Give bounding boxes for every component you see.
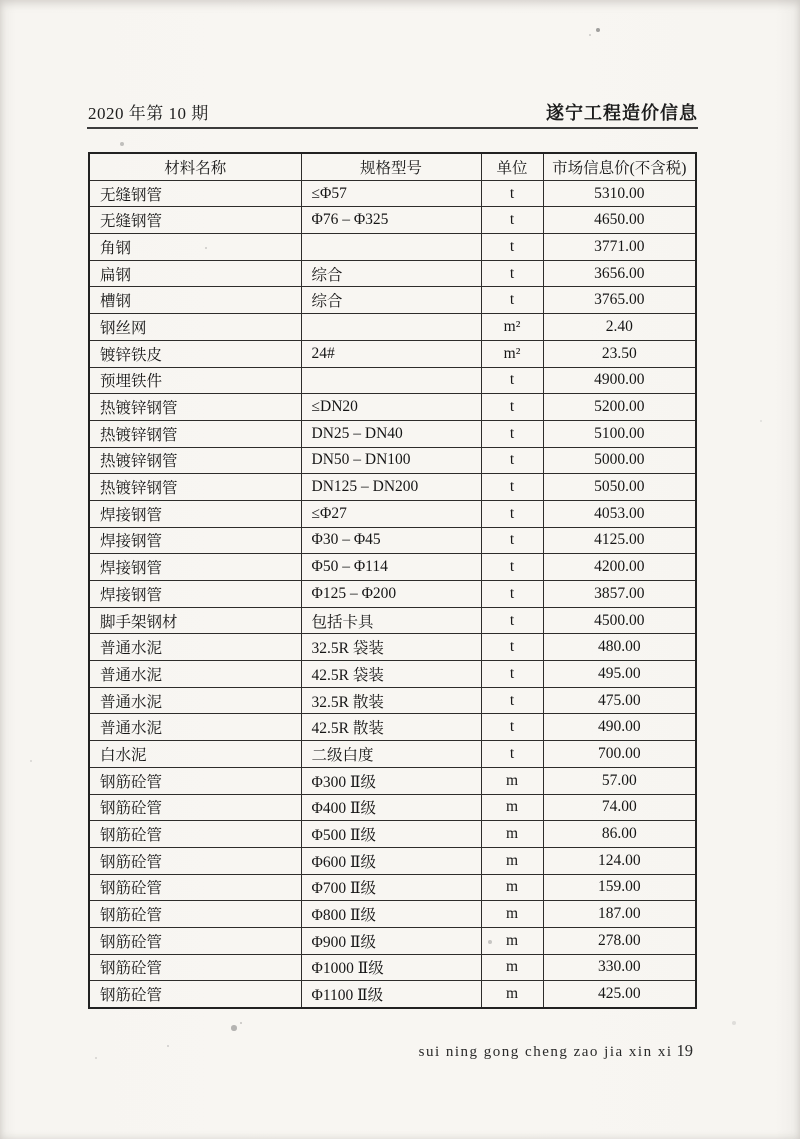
cell-unit: m <box>481 794 543 821</box>
cell-unit: m² <box>481 314 543 341</box>
column-header-unit: 单位 <box>481 153 543 180</box>
cell-unit: m <box>481 927 543 954</box>
cell-spec-model: 包括卡具 <box>301 607 481 634</box>
cell-market-price: 330.00 <box>543 954 696 981</box>
cell-spec-model: 32.5R 袋装 <box>301 634 481 661</box>
cell-market-price: 74.00 <box>543 794 696 821</box>
cell-unit: t <box>481 287 543 314</box>
cell-market-price: 4200.00 <box>543 554 696 581</box>
table-row <box>89 767 696 794</box>
cell-material-name: 普通水泥 <box>89 661 301 688</box>
table-row <box>89 180 696 207</box>
cell-material-name: 普通水泥 <box>89 714 301 741</box>
cell-material-name: 焊接钢管 <box>89 554 301 581</box>
cell-unit: t <box>481 447 543 474</box>
table-row <box>89 420 696 447</box>
table-row <box>89 234 696 261</box>
cell-unit: m² <box>481 340 543 367</box>
cell-material-name: 钢筋砼管 <box>89 874 301 901</box>
cell-unit: t <box>481 581 543 608</box>
table-row <box>89 927 696 954</box>
table-row <box>89 527 696 554</box>
cell-unit: t <box>481 367 543 394</box>
table-row <box>89 794 696 821</box>
cell-market-price: 3656.00 <box>543 260 696 287</box>
cell-unit: t <box>481 714 543 741</box>
cell-market-price: 5200.00 <box>543 394 696 421</box>
table-row <box>89 981 696 1008</box>
table-row <box>89 260 696 287</box>
cell-material-name: 钢筋砼管 <box>89 981 301 1008</box>
cell-market-price: 5310.00 <box>543 180 696 207</box>
cell-unit: t <box>481 607 543 634</box>
cell-spec-model: 42.5R 散装 <box>301 714 481 741</box>
cell-material-name: 钢筋砼管 <box>89 901 301 928</box>
cell-market-price: 425.00 <box>543 981 696 1008</box>
table-row <box>89 554 696 581</box>
cell-unit: t <box>481 741 543 768</box>
cell-material-name: 钢筋砼管 <box>89 927 301 954</box>
cell-unit: t <box>481 634 543 661</box>
table-row <box>89 607 696 634</box>
table-header <box>89 153 696 180</box>
cell-material-name: 钢筋砼管 <box>89 794 301 821</box>
materials-price-table <box>88 152 697 1009</box>
cell-unit: t <box>481 394 543 421</box>
header-rule <box>87 127 698 129</box>
cell-market-price: 4500.00 <box>543 607 696 634</box>
table-row <box>89 581 696 608</box>
cell-unit: t <box>481 234 543 261</box>
cell-market-price: 57.00 <box>543 767 696 794</box>
table-row <box>89 847 696 874</box>
footer-text: sui ning gong cheng zao jia xin xi <box>418 1044 673 1060</box>
cell-market-price: 23.50 <box>543 340 696 367</box>
cell-spec-model <box>301 314 481 341</box>
cell-material-name: 脚手架钢材 <box>89 607 301 634</box>
cell-unit: m <box>481 954 543 981</box>
cell-unit: m <box>481 874 543 901</box>
cell-spec-model: Φ125 – Φ200 <box>301 581 481 608</box>
cell-market-price: 480.00 <box>543 634 696 661</box>
table-row <box>89 447 696 474</box>
cell-material-name: 白水泥 <box>89 741 301 768</box>
cell-spec-model: Φ400 Ⅱ级 <box>301 794 481 821</box>
cell-material-name: 角钢 <box>89 234 301 261</box>
cell-unit: m <box>481 847 543 874</box>
cell-market-price: 4053.00 <box>543 500 696 527</box>
cell-spec-model <box>301 234 481 261</box>
table-row <box>89 474 696 501</box>
cell-spec-model: Φ300 Ⅱ级 <box>301 767 481 794</box>
cell-spec-model: Φ76 – Φ325 <box>301 207 481 234</box>
cell-market-price: 495.00 <box>543 661 696 688</box>
cell-unit: m <box>481 767 543 794</box>
cell-market-price: 3765.00 <box>543 287 696 314</box>
cell-material-name: 钢筋砼管 <box>89 767 301 794</box>
cell-unit: t <box>481 180 543 207</box>
cell-market-price: 5100.00 <box>543 420 696 447</box>
cell-spec-model: Φ700 Ⅱ级 <box>301 874 481 901</box>
cell-spec-model: 42.5R 袋装 <box>301 661 481 688</box>
cell-market-price: 4900.00 <box>543 367 696 394</box>
cell-spec-model: Φ800 Ⅱ级 <box>301 901 481 928</box>
cell-market-price: 5050.00 <box>543 474 696 501</box>
table-row <box>89 714 696 741</box>
cell-market-price: 700.00 <box>543 741 696 768</box>
cell-material-name: 普通水泥 <box>89 634 301 661</box>
cell-spec-model: ≤Φ57 <box>301 180 481 207</box>
cell-material-name: 热镀锌钢管 <box>89 394 301 421</box>
cell-material-name: 热镀锌钢管 <box>89 420 301 447</box>
page-footer <box>419 1041 693 1061</box>
cell-material-name: 槽钢 <box>89 287 301 314</box>
cell-material-name: 钢筋砼管 <box>89 954 301 981</box>
cell-market-price: 187.00 <box>543 901 696 928</box>
cell-unit: m <box>481 821 543 848</box>
table-row <box>89 954 696 981</box>
cell-material-name: 预埋铁件 <box>89 367 301 394</box>
cell-unit: t <box>481 207 543 234</box>
table-row <box>89 207 696 234</box>
table-row <box>89 287 696 314</box>
cell-market-price: 86.00 <box>543 821 696 848</box>
cell-spec-model: Φ1000 Ⅱ级 <box>301 954 481 981</box>
table-row <box>89 741 696 768</box>
cell-market-price: 278.00 <box>543 927 696 954</box>
cell-market-price: 159.00 <box>543 874 696 901</box>
table-header-row <box>89 153 696 180</box>
cell-material-name: 钢筋砼管 <box>89 847 301 874</box>
cell-spec-model: DN25 – DN40 <box>301 420 481 447</box>
cell-unit: t <box>481 687 543 714</box>
cell-spec-model: 32.5R 散装 <box>301 687 481 714</box>
cell-material-name: 钢筋砼管 <box>89 821 301 848</box>
cell-material-name: 扁钢 <box>89 260 301 287</box>
cell-market-price: 5000.00 <box>543 447 696 474</box>
table-row <box>89 661 696 688</box>
cell-market-price: 2.40 <box>543 314 696 341</box>
table-row <box>89 874 696 901</box>
page-number: 19 <box>676 1041 693 1060</box>
issue-label: 2020 年第 10 期 <box>88 104 209 123</box>
cell-material-name: 焊接钢管 <box>89 527 301 554</box>
column-header-spec-model: 规格型号 <box>301 153 481 180</box>
cell-spec-model: Φ600 Ⅱ级 <box>301 847 481 874</box>
cell-material-name: 焊接钢管 <box>89 581 301 608</box>
table-row <box>89 500 696 527</box>
table-row <box>89 901 696 928</box>
cell-spec-model: ≤DN20 <box>301 394 481 421</box>
cell-material-name: 热镀锌钢管 <box>89 447 301 474</box>
cell-spec-model: Φ30 – Φ45 <box>301 527 481 554</box>
cell-unit: m <box>481 981 543 1008</box>
table-row <box>89 367 696 394</box>
cell-unit: t <box>481 527 543 554</box>
column-header-market-price: 市场信息价(不含税) <box>543 153 696 180</box>
cell-unit: t <box>481 474 543 501</box>
cell-spec-model: 24# <box>301 340 481 367</box>
cell-market-price: 4650.00 <box>543 207 696 234</box>
cell-material-name: 镀锌铁皮 <box>89 340 301 367</box>
table-row <box>89 821 696 848</box>
table-row <box>89 340 696 367</box>
cell-market-price: 475.00 <box>543 687 696 714</box>
cell-spec-model: 综合 <box>301 287 481 314</box>
cell-unit: m <box>481 901 543 928</box>
cell-market-price: 3771.00 <box>543 234 696 261</box>
table-row <box>89 314 696 341</box>
cell-market-price: 3857.00 <box>543 581 696 608</box>
column-header-material-name: 材料名称 <box>89 153 301 180</box>
cell-spec-model: Φ500 Ⅱ级 <box>301 821 481 848</box>
cell-spec-model: DN125 – DN200 <box>301 474 481 501</box>
cell-material-name: 热镀锌钢管 <box>89 474 301 501</box>
cell-unit: t <box>481 260 543 287</box>
table-row <box>89 394 696 421</box>
cell-spec-model: Φ900 Ⅱ级 <box>301 927 481 954</box>
cell-spec-model: Φ1100 Ⅱ级 <box>301 981 481 1008</box>
cell-spec-model: DN50 – DN100 <box>301 447 481 474</box>
cell-spec-model: ≤Φ27 <box>301 500 481 527</box>
cell-material-name: 无缝钢管 <box>89 180 301 207</box>
cell-unit: t <box>481 500 543 527</box>
table-row <box>89 687 696 714</box>
journal-title: 遂宁工程造价信息 <box>546 103 698 123</box>
cell-spec-model: 二级白度 <box>301 741 481 768</box>
cell-unit: t <box>481 554 543 581</box>
cell-spec-model: Φ50 – Φ114 <box>301 554 481 581</box>
cell-market-price: 490.00 <box>543 714 696 741</box>
cell-material-name: 钢丝网 <box>89 314 301 341</box>
cell-unit: t <box>481 661 543 688</box>
page-header <box>88 99 698 125</box>
cell-material-name: 无缝钢管 <box>89 207 301 234</box>
cell-unit: t <box>481 420 543 447</box>
scan-noise-specks <box>0 0 2 2</box>
cell-material-name: 焊接钢管 <box>89 500 301 527</box>
cell-market-price: 124.00 <box>543 847 696 874</box>
cell-material-name: 普通水泥 <box>89 687 301 714</box>
cell-spec-model: 综合 <box>301 260 481 287</box>
table-row <box>89 634 696 661</box>
cell-spec-model <box>301 367 481 394</box>
cell-market-price: 4125.00 <box>543 527 696 554</box>
price-table-body <box>89 180 696 1008</box>
